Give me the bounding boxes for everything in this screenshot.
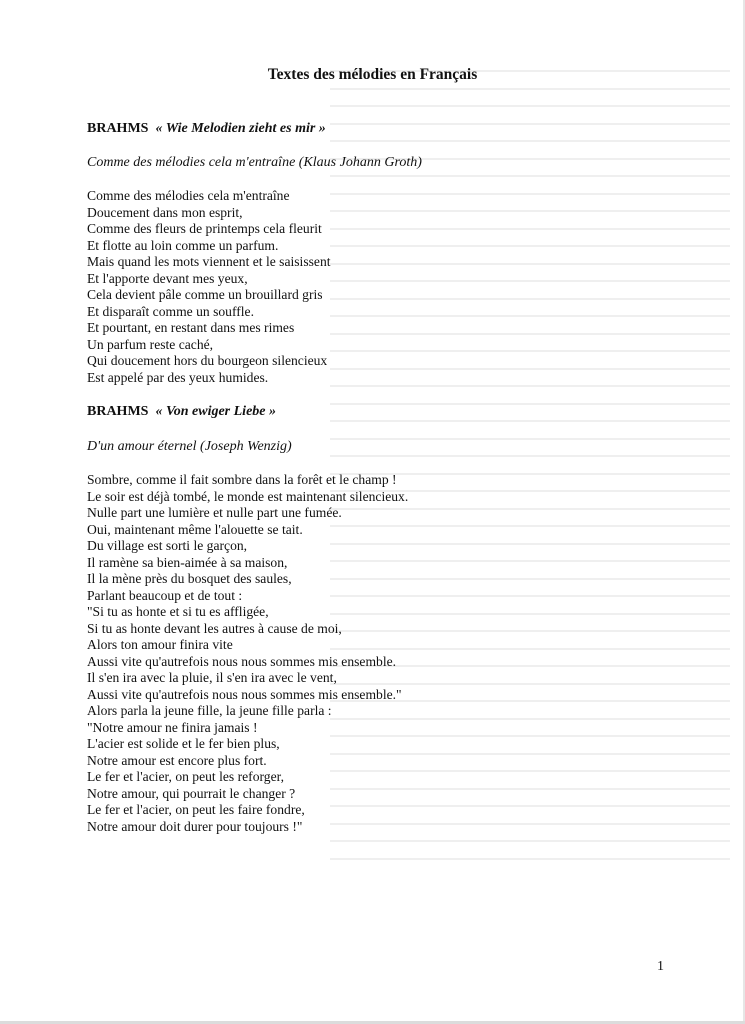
poem-line: Le fer et l'acier, on peut les faire fondre, [87,802,305,817]
poem-line: Et pourtant, en restant dans mes rimes [87,320,295,335]
section-heading-2 [87,404,276,420]
composer-name: BRAHMS [87,121,149,136]
poem-line: Comme des fleurs de printemps cela fleurit [87,221,322,236]
poem-line: Notre amour est encore plus fort. [87,752,267,768]
section-subtitle-2: D'un amour éternel (Joseph Wenzig) [87,439,292,454]
page-number: 1 [657,959,664,974]
poem-line: Est appelé par des yeux humides. [87,369,269,385]
work-title: « Von ewiger Liebe » [155,404,276,419]
poem-line: Il ramène sa bien-aimée à sa maison, [87,554,288,570]
poem-line: Et flotte au loin comme un parfum. [87,237,279,253]
poem-line: Doucement dans mon esprit, [87,204,243,220]
poem-line: Cela devient pâle comme un brouillard gris [87,287,323,302]
poem-line: L'acier est solide et le fer bien plus, [87,736,280,751]
section-subtitle-1: Comme des mélodies cela m'entraîne (Klaus Johann Groth) [87,155,422,170]
poem-line: Et l'apporte devant mes yeux, [87,270,248,286]
poem-line: Parlant beaucoup et de tout : [87,587,243,603]
poem-line: Aussi vite qu'autrefois nous nous sommes mis ensemble. [87,653,397,669]
poem-line: Alors ton amour finira vite [87,637,233,652]
poem-line: Du village est sorti le garçon, [87,538,248,553]
poem-line: Alors parla la jeune fille, la jeune fille parla : [87,703,332,718]
poem-line: Notre amour, qui pourrait le changer ? [87,785,296,801]
poem-line: Comme des mélodies cela m'entraîne [87,188,290,203]
composer-name: BRAHMS [87,404,149,419]
page-title: Textes des mélodies en Français [267,66,478,83]
poem-line: Nulle part une lumière et nulle part une fumée. [87,505,342,520]
poem-line: "Si tu as honte et si tu es affligée, [87,604,269,619]
poem-line: Oui, maintenant même l'alouette se tait. [87,521,303,537]
poem-line: Il s'en ira avec la pluie, il s'en ira avec le vent, [87,670,337,685]
poem-line: Aussi vite qu'autrefois nous nous sommes mis ensemble." [87,686,402,702]
poem-line: Si tu as honte devant les autres à cause de moi, [87,620,342,636]
work-title: « Wie Melodien zieht es mir » [155,121,326,136]
poem-line: Mais quand les mots viennent et le saisissent [87,254,331,269]
poem-line: Il la mène près du bosquet des saules, [87,571,292,586]
poem-line: "Notre amour ne finira jamais ! [87,719,258,735]
poem-line: Sombre, comme il fait sombre dans la forêt et le champ ! [87,472,397,487]
poem-line: Notre amour doit durer pour toujours !" [87,818,303,834]
poem-line: Le fer et l'acier, on peut les reforger, [87,769,284,784]
poem-line: Le soir est déjà tombé, le monde est maintenant silencieux. [87,488,409,504]
poem-line: Et disparaît comme un souffle. [87,303,254,319]
section-heading-1 [87,121,326,137]
poem-line: Qui doucement hors du bourgeon silencieux [87,353,328,368]
poem-text-2 [87,472,408,835]
poem-line: Un parfum reste caché, [87,336,214,352]
poem-text-1 [87,188,331,386]
